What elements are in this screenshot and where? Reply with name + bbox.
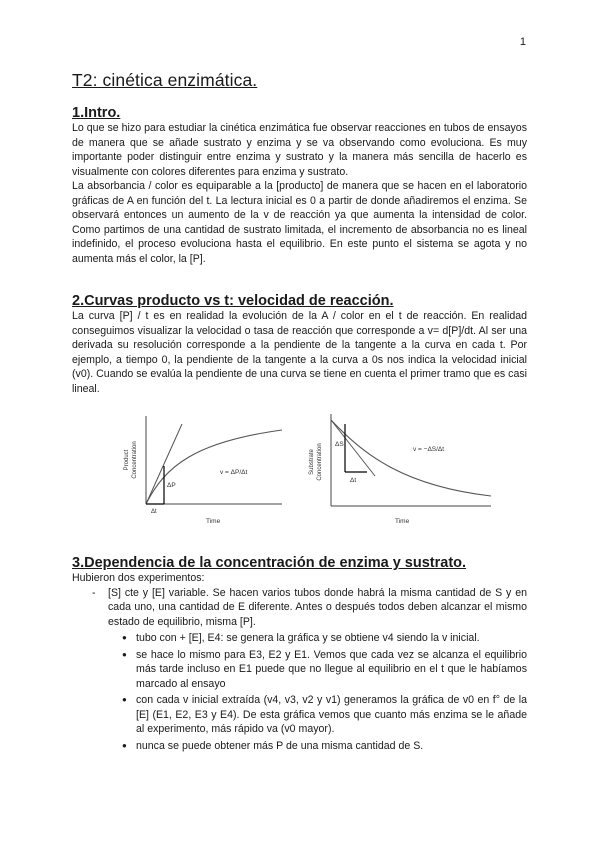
bullet-item: ● se hace lo mismo para E3, E2 y E1. Vemos que cada vez se alcanza el equilibrio más tarde incluso en E1 puede que no llegue al equilibrio en el t que le habíamos marcado al ensayo [122,648,527,692]
experiment-list [72,586,527,754]
section-1-heading: 1.Intro. [72,105,121,121]
figures-row [110,406,527,528]
substrate-curve-figure [295,406,495,526]
section-3-intro: Hubieron dos experimentos: [72,572,205,584]
page-title: T2: cinética enzimática. [72,70,258,90]
product-curve-figure [110,406,290,526]
document-body [72,70,527,755]
delta-t-label: Δt [151,509,157,515]
section-3-heading: 3.Dependencia de la concentración de enzima y sustrato. [72,555,467,571]
section-1-paragraph-2: La absorbancia / color es equiparable a la [producto] de manera que se hacen en el laboratorio gráficas de A en función del t. La lectura inicial es 0 a partir de donde añadiremos el enzima. Se observará entonces un aumento de la v de reacción ya que aumenta la intensidad de color. Como partimos de una cantidad de sustrato limitada, el incremento de absorbancia no es lineal indefinido, el proceso evoluciona hasta el equilibrio. En este punto el sistema se agota y no aumenta más el color, la [P]. [72,180,527,265]
x-axis-label: Time [395,518,410,525]
section-2-heading: 2.Curvas producto vs t: velocidad de reacción. [72,293,394,309]
bullet-item: ● nunca se puede obtener más P de una misma cantidad de S. [122,739,527,754]
substrate-curve [331,420,491,496]
delta-p-label: ΔP [167,482,176,489]
tangent-line [331,420,375,476]
y-axis-label-line-2: Concentration [132,441,138,479]
bullet-item: ● tubo con + [E], E4: se genera la gráfica y se obtiene v4 siendo la v inicial. [122,631,527,646]
equation-label: v = ΔP/Δt [220,469,248,476]
x-axis-label: Time [206,518,221,525]
equation-label: v = −ΔS/Δt [413,446,445,453]
page-number: 1 [519,36,526,48]
experiment-item [92,586,527,754]
experiment-item-text: [S] cte y [E] variable. Se hacen varios tubos donde habrá la misma cantidad de S y en cada uno, una cantidad de E diferente. Antes o después todos deben alcanzar el mismo estado de equilibrio, misma [P]. [108,586,527,628]
section-1-paragraph-1: Lo que se hizo para estudiar la cinética enzimática fue observar reacciones en tubos de ensayos de manera que se añade sustrato y enzima y se va observando como evoluciona. Es muy importante poder distinguir entre enzima y sustrato y la manera más sencilla de hacerlo es visualmente con colores diferentes para enzima y sustrato. [72,122,527,178]
y-axis-label-line-2: Concentration [317,443,323,481]
delta-t-label: Δt [350,477,357,484]
y-axis-label-line-1: Substrate [309,449,315,475]
y-axis-label-line-1: Product [124,449,130,471]
section-2-paragraph: La curva [P] / t es en realidad la evolución de la A / color en el t de reacción. En realidad conseguimos visualizar la velocidad o tasa de reacción que corresponde a v= d[P]/dt. Al ser una derivada su resolución corresponde a la pendiente de la tangente a la curva en cada t. Por ejemplo, a tiempo 0, la pendiente de la tangente a la curva a 0s nos indica la velocidad inicial (v0). Cuando se evalúa la pendiente de una curva se tiene en cuenta el primer tramo que es casi lineal. [72,310,527,395]
delta-s-label: ΔS [335,441,344,448]
product-curve [146,430,282,504]
bullet-item: ● con cada v inicial extraída (v4, v3, v2 y v1) generamos la gráfica de v0 en f° de la [E] (E1, E2, E3 y E4). De esta gráfica vemos que cuanto más enzima se le añade al experimento, más rápido va (v0 mayor). [122,693,527,737]
experiment-bullets [108,631,527,753]
